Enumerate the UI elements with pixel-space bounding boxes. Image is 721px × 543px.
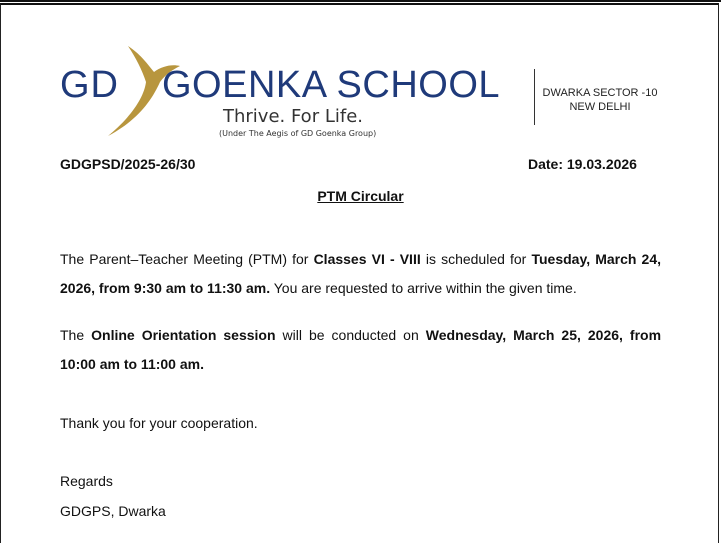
reference-number: GDGPSD/2025-26/30 xyxy=(60,156,196,172)
p2-text-a: The xyxy=(60,327,92,343)
regards-line: Regards xyxy=(60,473,113,489)
circular-date: Date: 19.03.2026 xyxy=(528,156,637,172)
thanks-line: Thank you for your cooperation. xyxy=(60,415,258,431)
p1-text-c: is scheduled for xyxy=(420,251,532,267)
logo-tagline: Thrive. For Life. xyxy=(223,106,363,127)
signatory: GDGPS, Dwarka xyxy=(60,503,166,519)
logo-gd-text: GD xyxy=(60,64,119,106)
p2-session: Online Orientation session xyxy=(91,327,276,343)
p1-text-a: The Parent–Teacher Meeting (PTM) for xyxy=(60,251,314,267)
location-line-1: DWARKA SECTOR -10 xyxy=(542,87,658,99)
p1-text-e: You are requested to arrive within the given time. xyxy=(270,280,577,296)
ptm-paragraph xyxy=(60,245,661,303)
logo-subline: (Under The Aegis of GD Goenka Group) xyxy=(219,129,377,138)
logo-divider xyxy=(534,69,535,125)
p1-classes: Classes VI - VIII xyxy=(313,251,421,267)
p2-datetime: Wednesday, March 25, 2026, from 10:00 am to 11:00 am. xyxy=(60,327,662,372)
circular-title: PTM Circular xyxy=(317,188,404,204)
school-location xyxy=(542,86,658,114)
top-border xyxy=(0,0,721,2)
logo-school-name: GOENKA SCHOOL xyxy=(162,64,501,106)
location-line-2: NEW DELHI xyxy=(569,101,631,113)
school-logo xyxy=(60,42,660,142)
p1-datetime: Tuesday, March 24, 2026, from 9:30 am to 11:30 am. xyxy=(60,251,662,296)
p2-text-c: will be conducted on xyxy=(275,327,426,343)
orientation-paragraph xyxy=(60,321,661,379)
